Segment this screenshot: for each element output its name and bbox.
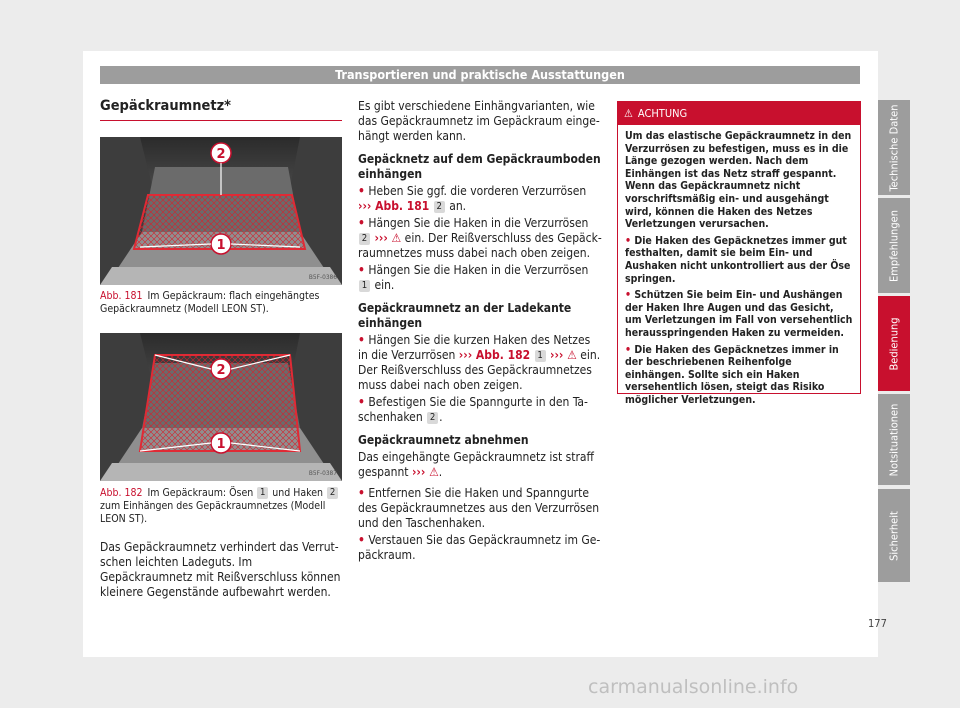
- intro-paragraph: Das Gepäckraumnetz verhindert das Verrutschen leichten Ladeguts. Im Gepäckraumnetz mit Reißverschluss können kleinere Gegenstände aufbewahrt werden.: [100, 540, 341, 599]
- page-header: [100, 66, 860, 84]
- list-item-text: Heben Sie ggf. die vorderen Verzurrösen: [368, 184, 587, 198]
- tab-bedienung[interactable]: [878, 296, 910, 391]
- number-badge: 2: [327, 487, 338, 499]
- warning-box: [617, 101, 861, 406]
- number-badge: 1: [359, 280, 370, 292]
- figure-link-label: Abb. 181: [375, 199, 430, 213]
- figure-link[interactable]: ››› Abb. 181: [358, 199, 430, 213]
- figure-181-id: B5F-0386: [308, 273, 337, 281]
- paragraph-text: Das eingehängte Gepäckraumnetz ist straff gespannt: [358, 450, 594, 479]
- tab-notsituationen[interactable]: [878, 394, 910, 485]
- list-item: • Befestigen Sie die Spanngurte in den Taschenhaken 2 .: [358, 395, 588, 424]
- list-item-text: Hängen Sie die Haken in die Verzurrösen: [368, 263, 589, 277]
- figure-181-callout-1: 1: [216, 238, 226, 253]
- tab-label: Technische Daten: [887, 103, 901, 192]
- tab-empfehlungen[interactable]: [878, 198, 910, 293]
- figure-link-label: Abb. 182: [475, 348, 531, 362]
- list-item-text: ein.: [374, 278, 395, 292]
- warning-title: ACHTUNG: [637, 107, 688, 120]
- warning-item-text: Die Haken des Gepäcknetzes immer gut festhalten, damit sie beim Ein- und Aushaken nicht unkontrolliert aus der Öse springen.: [625, 234, 851, 285]
- warning-item: • Schützen Sie beim Ein- und Aushängen der Haken Ihre Augen und das Gesicht, um Verletzungen im Fall von versehentlich herausspringenden Haken zu vermeiden.: [625, 289, 853, 339]
- heading-floor: Gepäcknetz auf dem Gepäckraumboden einhängen: [358, 152, 601, 181]
- figure-182-caption: [100, 487, 342, 526]
- tab-label: Sicherheit: [887, 510, 901, 561]
- heading-loading-edge: Gepäckraumnetz an der Ladekante einhängen: [358, 301, 572, 330]
- page-number: 177: [868, 617, 887, 630]
- list-item-text: .: [439, 410, 443, 424]
- list-item-text: an.: [449, 199, 467, 213]
- tab-label: Empfehlungen: [887, 209, 901, 282]
- figure-182-caption-a: Im Gepäckraum: Ösen: [147, 487, 254, 499]
- warning-header: [618, 102, 860, 125]
- tab-sicherheit[interactable]: [878, 489, 910, 582]
- list-item: • Heben Sie ggf. die vorderen Verzurrösen ››› Abb. 181 2 an.: [358, 184, 587, 213]
- warning-item: • Die Haken des Gepäcknetzes immer gut festhalten, damit sie beim Ein- und Aushaken nicht unkontrolliert aus der Öse springen.: [625, 234, 851, 285]
- figure-182-callout-2: 2: [216, 363, 226, 378]
- figure-181-caption-text: Im Gepäckraum: flach eingehängtes Gepäckraumnetz (Modell LEON ST).: [100, 290, 320, 315]
- list-item: • Hängen Sie die Haken in die Verzurrösen 1 ein.: [358, 263, 589, 292]
- list-item-text: Hängen Sie die Haken in die Verzurrösen: [368, 216, 589, 230]
- section-underline: [100, 120, 342, 121]
- list-item-text: ein. Der Reißverschluss des Gepäckraumnetzes muss dabei nach oben zeigen.: [358, 348, 601, 392]
- warning-triangle-icon: ⚠: [567, 348, 577, 362]
- figure-182-caption-c: zum Einhängen des Gepäckraumnetzes (Modell LEON ST).: [100, 500, 326, 525]
- footer-watermark: carmanualsonline.info: [588, 676, 799, 698]
- warning-triangle-icon: ⚠: [429, 465, 439, 479]
- header-title: Transportieren und praktische Ausstattungen: [335, 67, 625, 82]
- warning-body: [618, 125, 860, 406]
- paragraph-text: .: [438, 465, 443, 479]
- figure-link[interactable]: ››› Abb. 182: [458, 348, 531, 362]
- list-item-text: Verstauen Sie das Gepäckraumnetz im Gepäckraum.: [358, 533, 601, 562]
- figure-182-id: B5F-0387: [308, 469, 337, 477]
- warning-triangle-icon: ⚠: [624, 107, 633, 120]
- list-item-text: Entfernen Sie die Haken und Spanngurte des Gepäckraumnetzes aus den Verzurrösen und den Taschenhaken.: [358, 486, 600, 530]
- warning-triangle-icon: ⚠: [391, 231, 402, 245]
- figure-182-callout-1: 1: [216, 437, 226, 452]
- number-badge: 1: [257, 487, 268, 499]
- section-title: Gepäckraumnetz*: [100, 98, 232, 114]
- figure-182-image: [100, 333, 342, 481]
- tab-label: Bedienung: [887, 316, 901, 371]
- instructions-column: [358, 99, 602, 565]
- warning-link[interactable]: ››› ⚠: [411, 465, 439, 479]
- warning-item-text: Die Haken des Gepäcknetzes immer in der beschriebenen Reihenfolge einhängen. Sollte sich ein Haken versehentlich lösen, steigt das Risiko möglicher Verletzungen.: [625, 343, 839, 406]
- tab-technische-daten[interactable]: [878, 100, 910, 195]
- figure-181-callout-2: 2: [216, 147, 226, 162]
- tab-label: Notsituationen: [887, 403, 901, 476]
- list-item-text: Hängen Sie die kurzen Haken des Netzes in die Verzurrösen: [358, 333, 591, 362]
- warning-intro: Um das elastische Gepäckraumnetz in den Verzurrösen zu befestigen, muss es in die Länge gezogen werden. Nach dem Einhängen ist das Netz straff gespannt. Wenn das Gepäckraumnetz nicht vorschriftsmäßig ein- und ausgehängt wird, können die Haken des Netzes Verletzungen verursachen.: [625, 130, 852, 231]
- number-badge: 2: [359, 233, 370, 245]
- warning-link[interactable]: ››› ⚠: [374, 231, 402, 245]
- list-item-text: Befestigen Sie die Spanngurte in den Taschenhaken: [358, 395, 588, 424]
- list-item: • Hängen Sie die Haken in die Verzurrösen 2 ››› ⚠ ein. Der Reißverschluss des Gepäckraumnetzes muss dabei nach oben zeigen.: [358, 216, 602, 260]
- number-badge: 2: [434, 201, 445, 213]
- figure-182-label: Abb. 182: [100, 487, 143, 499]
- number-badge: 2: [427, 412, 438, 424]
- warning-item: • Die Haken des Gepäcknetzes immer in der beschriebenen Reihenfolge einhängen. Sollte sich ein Haken versehentlich lösen, steigt das Risiko möglicher Verletzungen.: [625, 343, 839, 406]
- intro-text: Es gibt verschiedene Einhängvarianten, wie das Gepäckraumnetz im Gepäckraum eingehängt werden kann.: [358, 99, 600, 143]
- figure-181-caption: [100, 290, 342, 316]
- warning-link[interactable]: ››› ⚠: [550, 348, 577, 362]
- number-badge: 1: [535, 350, 546, 362]
- heading-remove: Gepäckraumnetz abnehmen: [358, 433, 529, 447]
- figure-181-label: Abb. 181: [100, 290, 143, 302]
- list-item: • Entfernen Sie die Haken und Spanngurte des Gepäckraumnetzes aus den Verzurrösen und den Taschenhaken.: [358, 486, 600, 530]
- figure-181-image: [100, 137, 342, 285]
- paragraph: [358, 450, 602, 480]
- list-item: • Hängen Sie die kurzen Haken des Netzes in die Verzurrösen ››› Abb. 182 1 ››› ⚠ ein. Der Reißverschluss des Gepäckraumnetzes muss dabei nach oben zeigen.: [358, 333, 601, 392]
- figure-182-caption-b: und Haken: [272, 487, 324, 499]
- list-item: • Verstauen Sie das Gepäckraumnetz im Gepäckraum.: [358, 533, 601, 562]
- warning-item-text: Schützen Sie beim Ein- und Aushängen der Haken Ihre Augen und das Gesicht, um Verletzungen im Fall von versehentlich herausspringenden Haken zu vermeiden.: [625, 289, 853, 339]
- list-item-text: ein. Der Reißverschluss des Gepäckraumnetzes muss dabei nach oben zeigen.: [358, 231, 602, 260]
